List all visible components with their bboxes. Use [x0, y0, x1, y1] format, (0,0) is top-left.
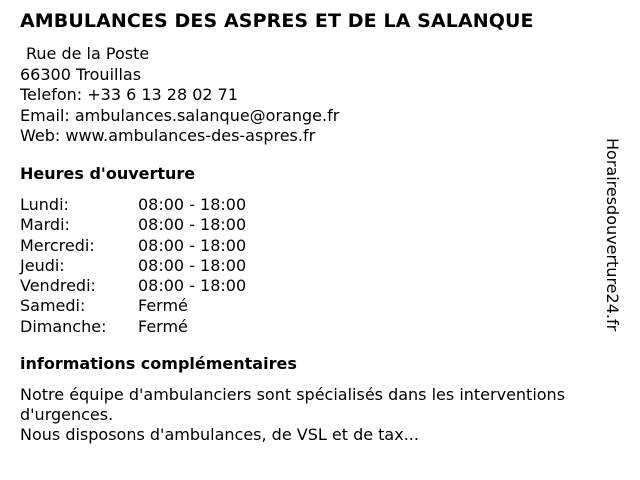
time-value: 08:00 - 18:00	[138, 215, 247, 235]
day-label: Mercredi:	[20, 235, 95, 255]
hours-row-wednesday	[20, 236, 246, 256]
info-paragraph: Notre équipe d'ambulanciers sont spécialisés dans les interventions d'urgences.	[20, 385, 566, 424]
day-label: Jeudi:	[20, 255, 65, 275]
hours-heading: Heures d'ouverture	[20, 164, 196, 183]
day-label: Samedi:	[20, 296, 86, 316]
day-label: Lundi:	[20, 195, 69, 214]
time-value: 08:00 - 18:00	[138, 276, 247, 296]
hours-row-tuesday	[20, 215, 246, 235]
time-value: 08:00 - 18:00	[138, 235, 247, 255]
time-value: 08:00 - 18:00	[138, 255, 247, 275]
time-value: 08:00 - 18:00	[138, 195, 247, 214]
hours-row-thursday	[20, 256, 246, 276]
info-paragraph: Nous disposons d'ambulances, de VSL et de tax...	[20, 425, 419, 444]
time-value: Fermé	[138, 296, 188, 316]
info-heading: informations complémentaires	[20, 354, 297, 373]
time-value: Fermé	[138, 316, 188, 336]
day-label: Vendredi:	[20, 276, 96, 296]
city-postal: 66300 Trouillas	[20, 64, 142, 84]
hours-row-friday	[20, 276, 246, 296]
business-name: AMBULANCES DES ASPRES ET DE LA SALANQUE	[20, 10, 534, 32]
address-block	[20, 44, 339, 147]
phone-number: Telefon: +33 6 13 28 02 71	[20, 85, 239, 104]
street-address: Rue de la Poste	[26, 44, 150, 63]
hours-row-monday	[20, 195, 246, 215]
email-address: Email: ambulances.salanque@orange.fr	[20, 105, 340, 125]
hours-row-saturday	[20, 296, 246, 316]
hours-list	[20, 195, 246, 337]
site-watermark: Horairesdouverture24.fr	[603, 138, 622, 332]
day-label: Dimanche:	[20, 316, 107, 336]
info-text	[20, 385, 594, 445]
website-address: Web: www.ambulances-des-aspres.fr	[20, 126, 316, 145]
day-label: Mardi:	[20, 215, 70, 235]
hours-row-sunday	[20, 317, 246, 337]
